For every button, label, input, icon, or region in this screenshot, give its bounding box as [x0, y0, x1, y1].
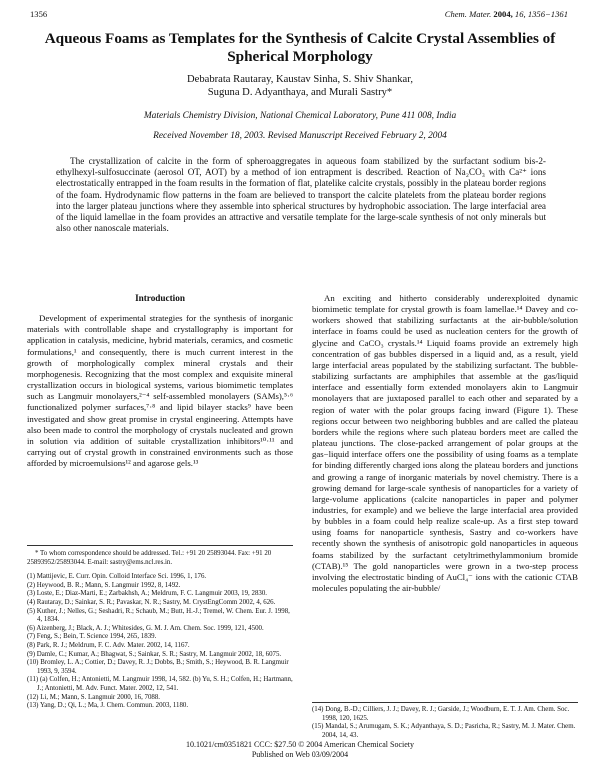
- reference: (5) Kuther, J.; Nelles, G.; Seshadri, R.; Schaub, M.; Butt, H.-J.; Tremel, W. Chem. Eur. J. 1998, 4, 1834.: [27, 607, 290, 624]
- authors-line-2: Suguna D. Adyanthaya, and Murali Sastry*: [207, 87, 393, 99]
- reference: (7) Feng, S.; Bein, T. Science 1994, 265, 1839.: [27, 633, 157, 641]
- published-date: Published on Web 03/09/2004: [251, 750, 349, 759]
- journal-name: Chem. Mater.: [444, 9, 492, 19]
- intro-paragraph-left: Development of experimental strategies for the synthesis of inorganic materials with controllable shape and crystallography is important for application in catalysis, medicine, hybrid materials, ceramics, and cosmetic formulations,¹ and consequently, there is much current interest in the growth of morphologically complex mineral crystals and their morphogenesis. Recognizing that the most complex and exquisite mineral crystallization occurs in biological systems, various biomimetic templates such as Langmuir monolayers,²⁻⁴ self-assembled monolayers (SAMs),⁵·⁶ functionalized polymer surfaces,⁷·⁸ and lipid bilayer stacks⁹ have been investigated and show great promise in crystal engineering. Attempts have also been made to control the morphology of crystals nucleated and grown in solution via addition of suitable crystallization inhibitors¹⁰·¹¹ and carrying out of crystal growth in constrained environments such as those afforded by microemulsions¹² and agarose gels.¹³: [27, 313, 293, 469]
- left-column: [27, 293, 293, 469]
- reference: (11) (a) Colfen, H.; Antonietti, M. Langmuir 1998, 14, 582. (b) Yu, S. H.; Colfen, H.; Hartmann, J.; Antonietti, M. Adv. Funct. Mater. 2002, 12, 541.: [27, 676, 293, 692]
- correspondence-note: * To whom correspondence should be addressed. Tel.: +91 20 25893044. Fax: +91 20 25893952/25893044. E-mail: sastry@ems.ncl.res.in.: [27, 550, 272, 566]
- reference: (1) Mattijevic, E. Curr. Opin. Colloid Interface Sci. 1996, 1, 176.: [27, 573, 207, 581]
- reference: (15) Mandal, S.; Arumugam, S. K.; Adyanthaya, S. D.; Pasricha, R.; Sastry, M. J. Mater. Chem. 2004, 14, 43.: [312, 723, 576, 739]
- running-head: [30, 9, 568, 21]
- reference: (13) Yang, D.; Qi, L.; Ma, J. Chem. Commun. 2003, 1180.: [27, 702, 189, 710]
- references-left: [27, 573, 293, 711]
- footnotes-left: [27, 550, 293, 711]
- abstract: The crystallization of calcite in the form of spheroaggregates in aqueous foam stabilized by the surfactant sodium bis-2-ethylhexyl-sulfosuccinate (aerosol OT, AOT) by a method of ion entrapment is described. Reaction of Na₂CO₃ with Ca²⁺ ions electrostatically entrapped in the foam results in the formation of flat, platelike calcite crystals, possibly in the plateau border regions of the foam. Hydrodynamic flow patterns in the foam are believed to transport the calcite platelets from the plateau border regions into the larger plateau junctions where they assemble into spherical structures by hydrophobic association. The large interfacial area of the liquid lamellae in the foam provides an attractive and versatile template for the large-scale synthesis of not only minerals but also other nanoscale materials.: [56, 156, 546, 234]
- journal-volume-pages: 16, 1356−1361: [514, 9, 568, 19]
- page-number: 1356: [30, 9, 48, 19]
- reference: (3) Loste, E.; Diaz-Marti, E.; Zarbakhsh, A.; Meldrum, F. C. Langmuir 2003, 19, 2830.: [27, 590, 268, 598]
- journal-year: 2004,: [493, 9, 513, 19]
- affiliation: Materials Chemistry Division, National Chemical Laboratory, Pune 411 008, India: [143, 111, 457, 121]
- received-dates: Received November 18, 2003. Revised Manuscript Received February 2, 2004: [153, 131, 447, 141]
- reference: (6) Aizenberg, J.; Black, A. J.; Whitesides, G. M. J. Am. Chem. Soc. 1999, 121, 4500.: [27, 624, 264, 632]
- doi-copyright-line: 10.1021/cm0351821 CCC: $27.50 © 2004 American Chemical Society: [185, 740, 415, 749]
- reference: (12) Li, M.; Mann, S. Langmuir 2000, 16, 7088.: [27, 693, 161, 701]
- footnote-divider: [27, 545, 293, 546]
- footer: [0, 740, 600, 760]
- reference: (9) Damle, C.; Kumar, A.; Bhagwat, S.; Sainkar, S. R.; Sastry, M. Langmuir 2002, 18, 6075.: [27, 650, 282, 658]
- paper-title: Aqueous Foams as Templates for the Synthesis of Calcite Crystal Assemblies of Spherical Morphology: [44, 30, 556, 65]
- reference: (2) Heywood, B. R.; Mann, S. Langmuir 1992, 8, 1492.: [27, 581, 181, 589]
- section-heading-introduction: Introduction: [135, 293, 185, 303]
- authors-line-1: Debabrata Rautaray, Kaustav Sinha, S. Shiv Shankar,: [186, 74, 413, 85]
- intro-paragraph-right: An exciting and hitherto considerably underexploited dynamic biomimetic template for crystal growth is foam lamellae.¹⁴ Davey and co-workers showed that stabilizing surfactants at the air-bubble/solution interface in foams could be used as nucleation centers for the growth of glycine and CaCO₃ crystals.¹⁴ Liquid foams provide an extremely high concentration of gas bubbles dispersed in a liquid and, as a result, yield large interfacial areas populated by the stabilizing surfactant. The bubble-stabilizing surfactants are amphiphiles that assemble at the gas/liquid interface and essentially form extended monolayers akin to Langmuir monolayers that are juxtaposed parallel to each other and separated by a region of water with the polar groups facing inward (Figure 1). These regions occur between two neighboring bubbles and are called the plateau borders while the regions where such plateau borders meet are called the plateau junctions. The close-packed arrangement of polar groups at the gas−liquid interface offers one the possibility of using foams as a template for binding differently charged ions along the plateau borders and junctions and growing a range of inorganic materials by novel chemistry. There is a growing demand for large-scale synthesis of nanoparticles for a variety of large-volume applications (calcite nanoparticles in paper and polymer industries, for example) and we believe the large interfacial area provided by bubbles in a foam could help realize scale-up. As a first step toward using foams for nanoparticle synthesis, Sastry and co-workers have recently shown the synthesis of anisotropic gold nanoparticles in aqueous foams stabilized by the surfactant cetyltrimethylammonium bromide (CTAB).¹⁵ The gold nanoparticles were grown in a two-step process involving the electrostatic binding of AuCl₄⁻ ions with the cationic CTAB molecules populating the air-bubble/: [312, 293, 578, 594]
- reference: (10) Bromley, L. A.; Cottier, D.; Davey, R. J.; Dobbs, B.; Smith, S.; Heywood, B. R. Langmuir 1993, 9, 3594.: [27, 659, 289, 675]
- reference: (14) Dong, B.-D.; Cilliers, J. J.; Davey, R. J.; Garside, J.; Woodburn, E. T. J. Am. Chem. Soc. 1998, 120, 1625.: [312, 706, 570, 722]
- footnote-divider-right: [312, 702, 578, 703]
- journal-citation: [445, 9, 568, 19]
- reference: (8) Park, R. J.; Meldrum, F. C. Adv. Mater. 2002, 14, 1167.: [27, 641, 190, 649]
- authors: [40, 73, 560, 100]
- reference: (4) Rautaray, D.; Sainkar, S. R.; Pavaskar, N. R.; Sastry, M. CrystEngComm 2002, 4, 626.: [27, 598, 276, 606]
- right-column: [312, 293, 578, 594]
- references-right: [312, 706, 578, 740]
